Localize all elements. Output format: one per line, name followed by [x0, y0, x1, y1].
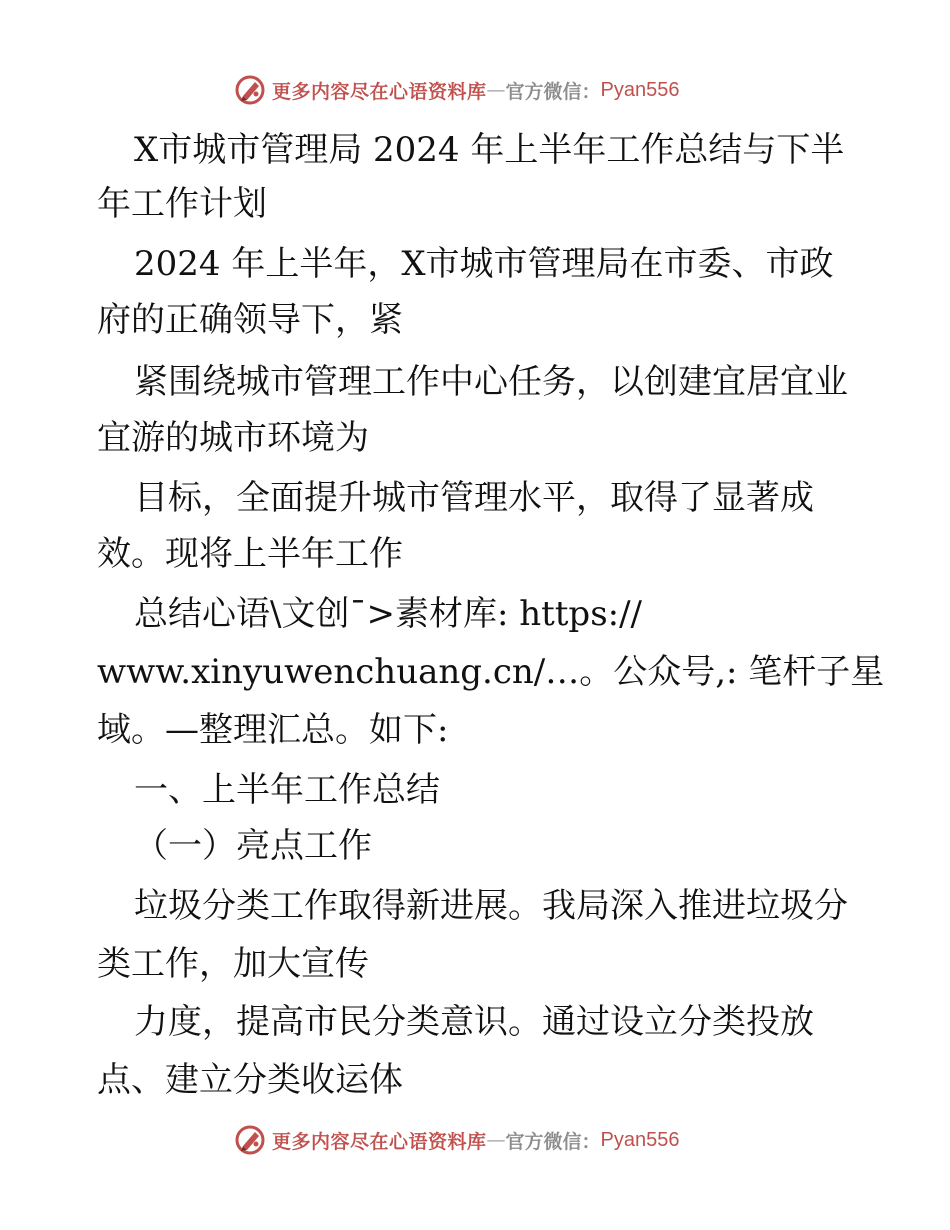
doc-text-line: 效。现将上半年工作	[97, 534, 403, 574]
pen-logo-icon	[234, 74, 266, 106]
doc-text-line: 宜游的城市环境为	[97, 418, 369, 458]
footer-banner	[234, 1122, 680, 1158]
banner-separator: —	[486, 79, 506, 101]
doc-text-line: 域。—整理汇总。如下:	[97, 710, 449, 750]
doc-text-line: 类工作，加大宣传	[97, 944, 369, 984]
pen-logo-icon	[234, 1124, 266, 1156]
banner-separator: —	[486, 1129, 506, 1151]
doc-text-line: 总结心语\文创¯>素材库: https://	[134, 594, 643, 634]
banner-text: 更多内容尽在心语资料库	[272, 80, 487, 103]
banner-wechat-label: 官方微信：	[505, 1130, 601, 1153]
doc-text-line: 点、建立分类收运体	[97, 1060, 403, 1100]
banner-wechat-id: Pyan556	[600, 1128, 680, 1151]
section-heading: 一、上半年工作总结	[134, 770, 440, 810]
banner-wechat-id: Pyan556	[600, 78, 680, 101]
subsection-heading: （一）亮点工作	[134, 826, 372, 866]
doc-text-line: 目标，全面提升城市管理水平，取得了显著成	[134, 478, 814, 518]
doc-text-line: 府的正确领导下，紧	[97, 300, 403, 340]
doc-text-line: www.xinyuwenchuang.cn/…。公众号,: 笔杆子星	[97, 652, 885, 692]
doc-text-line: 2024 年上半年，X市城市管理局在市委、市政	[134, 244, 834, 284]
doc-text-line: 力度，提高市民分类意识。通过设立分类投放	[134, 1002, 814, 1042]
header-banner	[234, 72, 680, 108]
banner-wechat-label: 官方微信：	[505, 80, 601, 103]
doc-text-line: 垃圾分类工作取得新进展。我局深入推进垃圾分	[134, 886, 848, 926]
doc-title-line-1: X市城市管理局 2024 年上半年工作总结与下半	[134, 130, 845, 170]
banner-text: 更多内容尽在心语资料库	[272, 1130, 487, 1153]
doc-title-line-2: 年工作计划	[97, 184, 267, 224]
doc-text-line: 紧围绕城市管理工作中心任务，以创建宜居宜业	[134, 362, 848, 402]
